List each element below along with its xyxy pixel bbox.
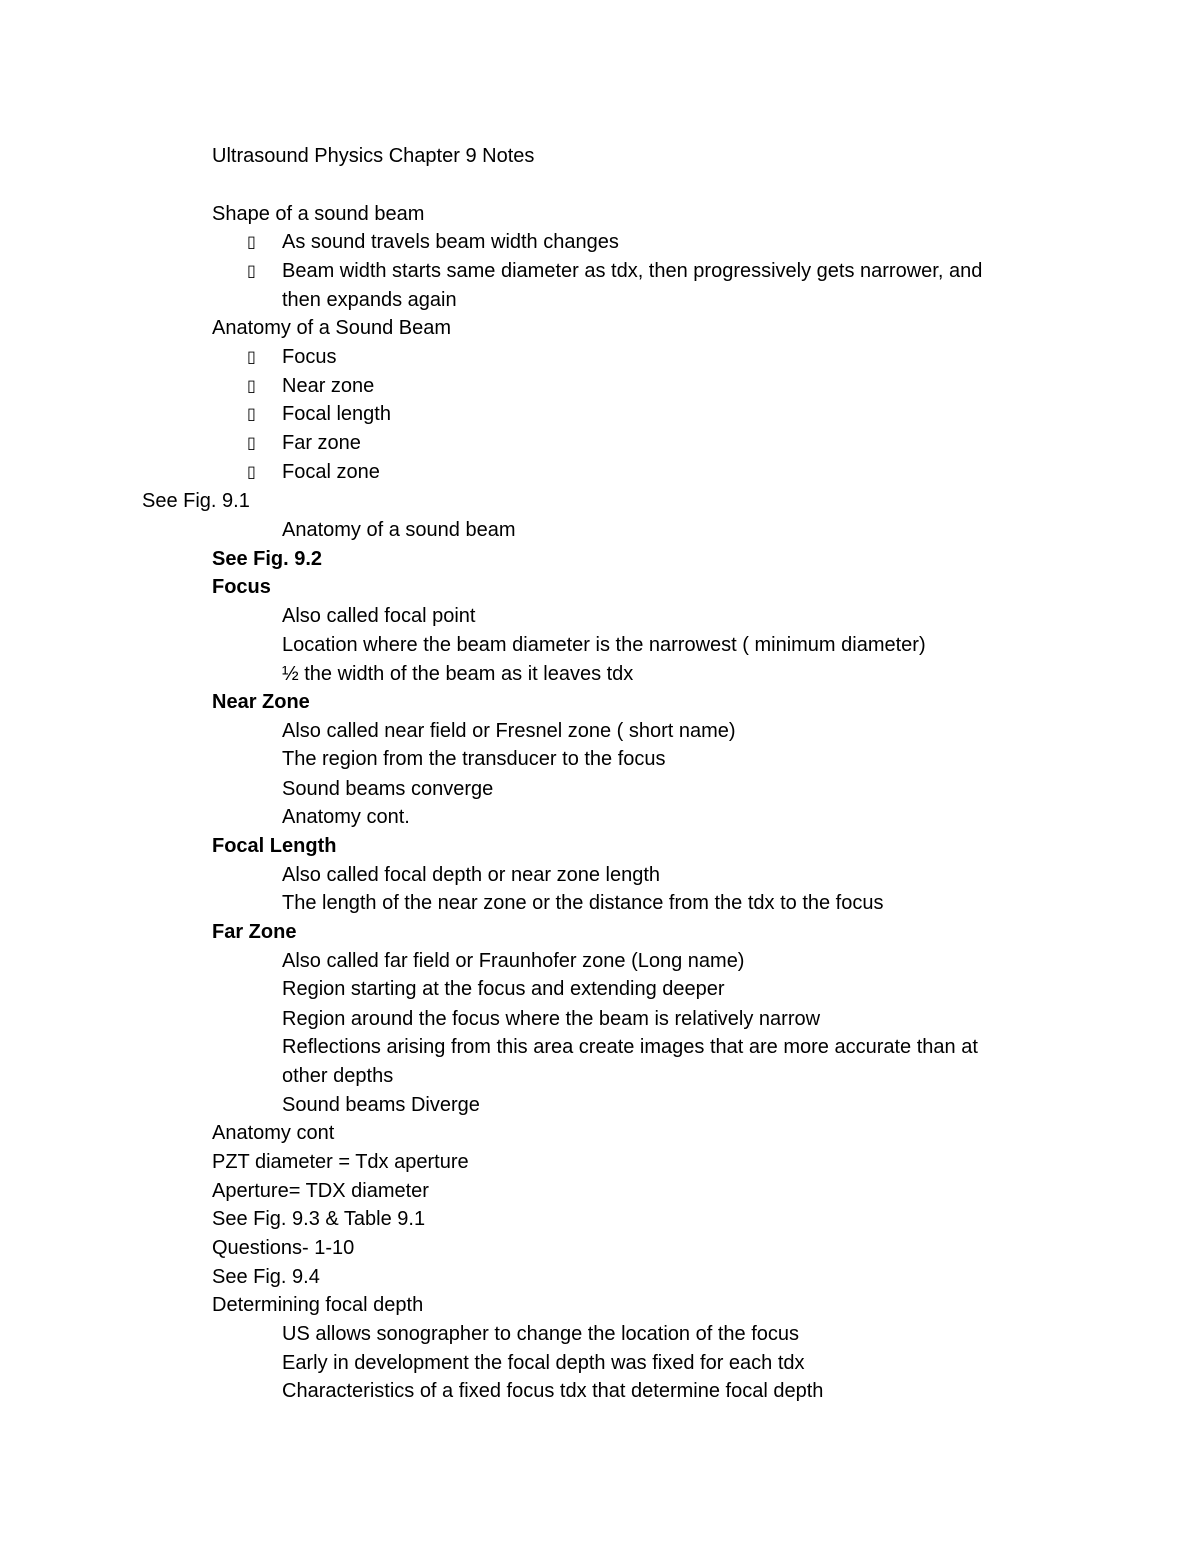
subsection-heading: Near Zone xyxy=(212,691,310,713)
note-line-continuation: other depths xyxy=(282,1065,394,1087)
bullet-item: Beam width starts same diameter as tdx, then progressively gets narrower, and xyxy=(282,260,983,282)
figure-reference: See Fig. 9.2 xyxy=(212,548,323,570)
note-line: Also called focal point xyxy=(282,605,476,627)
figure-reference: See Fig. 9.1 xyxy=(142,490,250,512)
note-line: Region starting at the focus and extending deeper xyxy=(282,978,725,1000)
note-line: Sound beams Diverge xyxy=(282,1094,480,1116)
note-line: Also called far field or Fraunhofer zone (Long name) xyxy=(282,950,745,972)
bullet-icon: ▯ xyxy=(247,347,256,366)
document-title: Ultrasound Physics Chapter 9 Notes xyxy=(212,145,535,167)
note-line: US allows sonographer to change the location of the focus xyxy=(282,1323,799,1345)
note-line: Determining focal depth xyxy=(212,1294,424,1316)
subsection-heading: Far Zone xyxy=(212,921,297,943)
section-heading: Shape of a sound beam xyxy=(212,203,425,225)
note-line: Characteristics of a fixed focus tdx that determine focal depth xyxy=(282,1380,824,1402)
bullet-item: Near zone xyxy=(282,375,375,397)
note-line: Anatomy cont xyxy=(212,1122,335,1144)
bullet-icon: ▯ xyxy=(247,261,256,280)
bullet-icon: ▯ xyxy=(247,462,256,481)
note-line: Early in development the focal depth was fixed for each tdx xyxy=(282,1352,805,1374)
note-line: Aperture= TDX diameter xyxy=(212,1180,429,1202)
note-line: Anatomy of a sound beam xyxy=(282,519,516,541)
bullet-item: Focal length xyxy=(282,403,391,425)
note-line: Anatomy cont. xyxy=(282,806,410,828)
note-line: Region around the focus where the beam is relatively narrow xyxy=(282,1008,821,1030)
bullet-item-continuation: then expands again xyxy=(282,289,457,311)
bullet-item: Focal zone xyxy=(282,461,380,483)
bullet-item: Far zone xyxy=(282,432,361,454)
note-line: Also called focal depth or near zone length xyxy=(282,864,661,886)
note-line: Location where the beam diameter is the narrowest ( minimum diameter) xyxy=(282,634,926,656)
bullet-icon: ▯ xyxy=(247,433,256,452)
bullet-item: Focus xyxy=(282,346,337,368)
note-line: Also called near field or Fresnel zone ( short name) xyxy=(282,720,736,742)
note-line: Sound beams converge xyxy=(282,778,494,800)
subsection-heading: Focal Length xyxy=(212,835,337,857)
bullet-icon: ▯ xyxy=(247,376,256,395)
figure-reference: See Fig. 9.3 & Table 9.1 xyxy=(212,1208,426,1230)
figure-reference: See Fig. 9.4 xyxy=(212,1266,320,1288)
note-line: The region from the transducer to the focus xyxy=(282,748,666,770)
subsection-heading: Focus xyxy=(212,576,271,598)
note-line: ½ the width of the beam as it leaves tdx xyxy=(282,663,634,685)
bullet-icon: ▯ xyxy=(247,404,256,423)
bullet-icon: ▯ xyxy=(247,232,256,251)
bullet-item: As sound travels beam width changes xyxy=(282,231,619,253)
note-line: PZT diameter = Tdx aperture xyxy=(212,1151,469,1173)
note-line: Reflections arising from this area create images that are more accurate than at xyxy=(282,1036,978,1058)
note-line: The length of the near zone or the distance from the tdx to the focus xyxy=(282,892,884,914)
note-line: Questions- 1-10 xyxy=(212,1237,355,1259)
section-heading: Anatomy of a Sound Beam xyxy=(212,317,452,339)
